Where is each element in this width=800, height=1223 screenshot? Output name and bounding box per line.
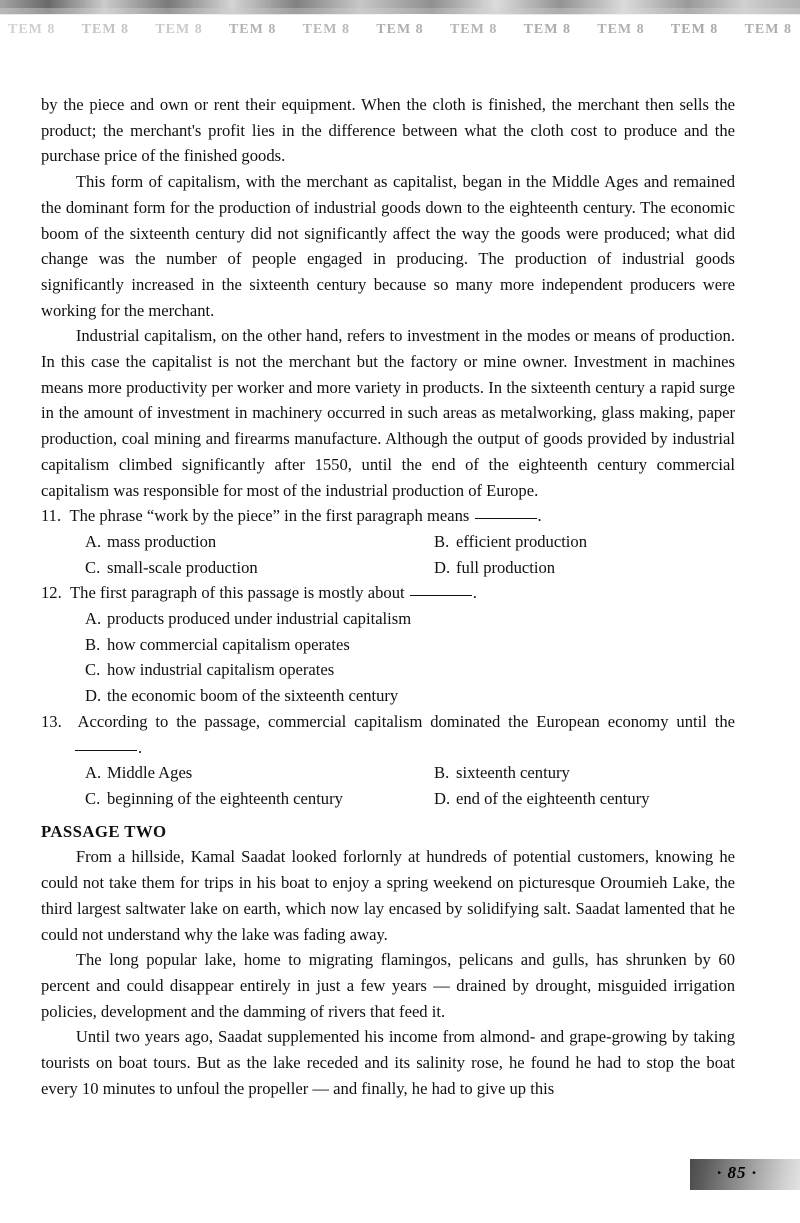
question-13 [41,709,735,812]
question-stem [41,709,735,760]
option-a[interactable] [85,760,434,786]
question-text: The first paragraph of this passage is mostly about [70,583,409,603]
question-11 [41,503,735,580]
option-letter: C. [85,788,101,808]
option-letter: B. [434,763,450,783]
question-11-options [41,529,735,580]
option-letter: C. [85,557,101,577]
option-b[interactable] [434,529,735,555]
passage-one-paragraph: This form of capitalism, with the merchant as capitalist, began in the Middle Ages and remained the dominant form for the production of industrial goods down to the eighteenth century. The economic boom of the sixteenth century did not significantly affect the way the goods were produced; what did change was the number of people engaged in producing. The production of industrial goods significantly increased in the sixteenth century because so many more independent producers were working for the merchant. [41,172,735,320]
passage-two-paragraph: The long popular lake, home to migrating flamingos, pelicans and gulls, has shrunken by 60 percent and could disappear entirely in just a few years — drained by drought, misguided irrigation policies, development and the damming of rivers that feed it. [41,950,735,1021]
option-letter: C. [85,660,101,680]
option-letter: D. [434,557,451,577]
option-letter: A. [85,763,102,783]
option-label: end of the eighteenth century [456,788,650,808]
running-header-item: TEM 8 [376,22,424,37]
question-number: 12. [41,583,62,603]
option-letter: B. [434,531,450,551]
option-label: beginning of the eighteenth century [107,788,343,808]
option-c[interactable] [85,657,735,683]
option-c[interactable] [85,786,434,812]
running-header-item: TEM 8 [302,22,351,37]
question-number: 11. [41,506,62,526]
running-header-item: TEM 8 [155,22,203,37]
question-text: The phrase “work by the piece” in the first paragraph means [69,506,474,526]
option-d[interactable] [434,786,735,812]
page-number [697,1163,777,1183]
question-text-tail: . [537,506,542,526]
option-letter: B. [85,634,101,654]
option-label: the economic boom of the sixteenth century [107,686,399,706]
option-label: how industrial capitalism operates [107,660,335,680]
option-a[interactable] [85,529,434,555]
running-header [0,22,800,44]
question-stem [41,580,735,606]
option-d[interactable] [434,555,735,581]
scan-artifact-band [0,0,800,14]
folio-dot-right: · [751,1163,757,1182]
question-12-options [41,606,735,709]
question-13-options [41,760,735,811]
passage-one-paragraph: Industrial capitalism, on the other hand, refers to investment in the modes or means of production. In this case the capitalist is not the merchant but the factory or mine owner. Investment in machines means more productivity per worker and more variety in products. In the sixteenth century a rapid surge in the amount of investment in machinery occurred in such areas as metalworking, glass making, paper production, coal mining and firearms manufacture. Although the output of goods provided by industrial capitalism climbed significantly after 1550, until the end of the eighteenth century commercial capitalism was responsible for most of the industrial production of Europe. [41,326,735,500]
option-b[interactable] [434,760,735,786]
option-label: how commercial capitalism operates [107,634,350,654]
passage-one-paragraph: by the piece and own or rent their equipment. When the cloth is finished, the merchant then sells the product; the merchant's profit lies in the difference between what the cloth cost to produce and the purchase price of the finished goods. [41,95,735,166]
answer-blank[interactable] [410,595,472,596]
option-label: small-scale production [107,557,258,577]
option-label: mass production [107,531,217,551]
option-label: products produced under industrial capitalism [107,609,412,629]
folio-number: 85 [727,1163,747,1182]
question-stem [41,503,735,529]
option-label: efficient production [456,531,588,551]
option-d[interactable] [85,683,735,709]
question-text-tail: . [472,583,477,603]
running-header-item: TEM 8 [449,22,498,37]
passage-two-title: PASSAGE TWO [41,821,167,841]
option-letter: D. [85,686,102,706]
running-header-item: TEM 8 [597,22,645,37]
passage-two-paragraph: From a hillside, Kamal Saadat looked forlornly at hundreds of potential customers, knowing he could not take them for trips in his boat to enjoy a spring weekend on picturesque Oroumieh Lake, the third largest saltwater lake on earth, which now lay encased by solidifying salt. Saadat lamented that he could not understand why the lake was fading away. [41,847,735,944]
option-b[interactable] [85,632,735,658]
option-c[interactable] [85,555,434,581]
option-label: Middle Ages [107,763,193,783]
question-text-tail: . [138,737,143,757]
passage-two-paragraph: Until two years ago, Saadat supplemented his income from almond- and grape-growing by taking tourists on boat tours. But as the lake receded and its salinity rose, he found he had to stop the boat every 10 minutes to unfoul the propeller — and finally, he had to give up this [41,1027,735,1098]
answer-blank[interactable] [475,518,537,519]
option-letter: D. [434,788,451,808]
question-number: 13. [41,711,62,731]
question-12 [41,580,735,709]
answer-blank[interactable] [75,750,137,751]
running-header-item: TEM 8 [81,22,130,37]
question-text: According to the passage, commercial capitalism dominated the European economy until the [77,711,735,731]
running-header-item: TEM 8 [8,22,56,37]
option-a[interactable] [85,606,735,632]
option-letter: A. [85,531,102,551]
running-header-item: TEM 8 [744,22,792,37]
running-header-item: TEM 8 [228,22,277,37]
running-header-item: TEM 8 [670,22,719,37]
folio-dot-left: · [717,1163,723,1182]
option-letter: A. [85,609,102,629]
page-content [41,92,735,1101]
option-label: sixteenth century [456,763,570,783]
option-label: full production [456,557,556,577]
running-header-item: TEM 8 [523,22,571,37]
